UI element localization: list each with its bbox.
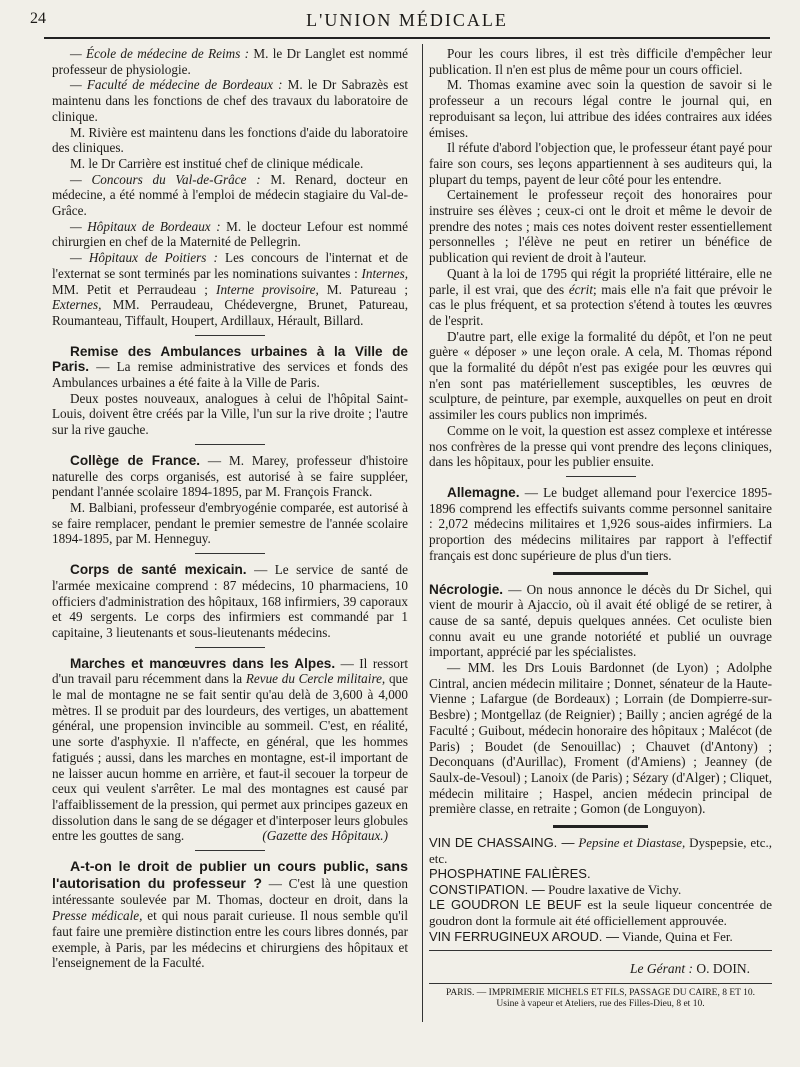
page-header: [30, 10, 770, 32]
ad-aroud: VIN FERRUGINEUX AROUD. — Viande, Quina et Fer.: [429, 928, 733, 944]
section-separator: [195, 553, 265, 554]
journal-title: L'UNION MÉDICALE: [306, 10, 508, 30]
section-separator: [195, 850, 265, 851]
news-hopitaux-bordeaux: — Hôpitaux de Bordeaux : M. le docteur Lefour est nommé chirurgien en chef de la Maternité de Pellegrin.: [52, 218, 408, 250]
news-reims: — École de médecine de Reims : M. le Dr Langlet est nommé professeur de physiologie.: [52, 46, 408, 77]
section-separator-bold: [553, 825, 648, 828]
article-honoraires: Certainement le professeur reçoit des honoraires pour instruire ses élèves ; ceux-ci ont le droit et même le devoir de prendre des notes ; mais ces notes doivent rester essentiellement personnelles ; l'élève ne peut en retirer un bénéfice de publication qui revient de droit à l'auteur.: [429, 187, 772, 266]
left-column: [52, 46, 408, 971]
news-necrologie: Nécrologie. — On nous annonce le décès du Dr Sichel, qui vient de mourir à Ajaccio, où il avait été obligé de se retirer, à cause de sa santé, depuis quelques années. Cet oculiste bien connu avait eu une grande notoriété et publié un ouvrage important, apprécié par les spécialistes.: [429, 581, 772, 660]
printer-imprint: PARIS. — IMPRIMERIE MICHELS ET FILS, PASSAGE DU CAIRE, 8 ET 10. Usine à vapeur et Ateliers, rue des Filles-Dieu, 8 et 10.: [445, 987, 756, 1010]
header-rule: [44, 37, 770, 39]
article-depot: D'autre part, elle exige la formalité du dépôt, et l'on ne peut guère « déposer » une leçon orale. A cela, M. Thomas répond que la formalité du dépôt n'est pas exigée pour les œuvres qui n'en sont pas matériellement susceptibles, les œuvres de sculpture, de peinture, par exemple, auxquelles on peut en droit assimiler les cours publics non imprimés.: [429, 328, 772, 423]
page-number: 24: [30, 10, 46, 27]
column-divider: [422, 44, 423, 1022]
section-separator: [195, 647, 265, 648]
ad-chassaing: VIN DE CHASSAING. — Pepsine et Diastase, Dyspepsie, etc., etc.: [429, 835, 773, 866]
ad-goudron: LE GOUDRON LE BEUF est la seule liqueur concentrée de goudron dont la formule ait été officiellement approuvée.: [429, 897, 772, 929]
news-val-de-grace: — Concours du Val-de-Grâce : M. Renard, docteur en médecine, a été nommé à l'emploi de médecin stagiaire du Val-de-Grâce.: [52, 171, 408, 219]
news-bordeaux: — Faculté de médecine de Bordeaux : M. le Dr Sabrazès est maintenu dans les fonctions de chef des travaux du laboratoire de clinique.: [52, 77, 409, 124]
section-separator-bold: [553, 572, 648, 575]
section-separator: [195, 444, 265, 445]
news-mexicain: Corps de santé mexicain. — Le service de santé de l'armée mexicaine comprend : 87 médecins, 10 pharmaciens, 10 officiers d'administration des hôpitaux, 168 infirmiers, 39 caporaux et 49 sergents. Le corps des infirmiers est commandé par 1 capitaine, 3 lieutenants et sous-lieutenants médecins.: [52, 562, 408, 640]
gerant-rule: [429, 950, 772, 951]
gerant-line: Le Gérant : O. DOIN.: [630, 961, 750, 977]
article-complexe: Comme on le voit, la question est assez complexe et intéresse nos confrères de la presse qui vont prendre des leçons cliniques, dans les hôpitaux, pour les publier ensuite.: [429, 422, 772, 470]
news-necrologie-list: — MM. les Drs Louis Bardonnet (de Lyon) ; Adolphe Cintral, ancien médecin militaire ; Donnet, sénateur de la Haute-Vienne ; Lafargue (de Bordeaux) ; Lorrain (de Dompierre-sur-Besbre) ; Montgellaz (de Reignier) ; Bailly ; ancien agrégé de la Faculté ; Guibout, médecin honoraire des hôpitaux ; Malécot (de Paris) ; Boudet (de Senouillac) ; Chauvet (d'Antony) ; Deconquans (d'Aurillac), Froment (d'Amiens) ; Jeanney (de Saulx-de-Vesoul) ; Lanoix (de Paris) ; Sézary (d'Alger) ; Cliquet, médecin militaire ; Haspel, ancien médecin principal de première classe, en retraite ; Gomon (de Longuyon).: [429, 660, 772, 817]
news-carriere: M. le Dr Carrière est institué chef de clinique médicale.: [70, 155, 364, 171]
news-ambulances-p2: Deux postes nouveaux, analogues à celui de l'hôpital Saint-Louis, doivent être créés par la Ville, l'un sur la rive droite ; l'autre sur la rive gauche.: [52, 390, 408, 438]
advertisements: [429, 835, 772, 944]
right-column: [429, 46, 772, 1011]
news-poitiers: — Hôpitaux de Poitiers : Les concours de l'internat et de l'externat se sont terminés par les nominations suivantes : Internes, MM. Petit et Perraudeau ; Interne provisoire, M. Patureau ; Externes, MM. Perraudeau, Chédevergne, Brunet, Patureau, Roumanteau, Tiffault, Houpert, Ardillaux, Hérault, Billard.: [52, 250, 408, 328]
news-droit-cours: A-t-on le droit de publier un cours public, sans l'autorisation du professeur ? — C'est là une question intéressante soulevée par M. Thomas, docteur en droit, dans la Presse médicale, et qui nous parait curieuse. Il nous semble qu'il faut faire une première distinction entre les cours libres donnés, par exemple, à Paris, par les médecins et chirurgiens des hôpitaux et l'enseignement de la Faculté.: [52, 859, 408, 971]
news-college-p2: M. Balbiani, professeur d'embryogénie comparée, est autorisé à se faire remplacer, pendant le premier semestre de l'année scolaire 1894-1895, par M. Henneguy.: [52, 499, 408, 547]
article-objection: Il réfute d'abord l'objection que, le professeur étant payé pour faire son cours, ses leçons appartiennent à ses auditeurs qui, la plupart du temps, payent de leur côté pour les entendre.: [429, 140, 772, 187]
news-college-de-france: Collège de France. — M. Marey, professeur d'histoire naturelle des corps organisés, est autorisé à se faire suppléer, pendant l'année scolaire 1894-1895, par M. François Franck.: [52, 452, 408, 500]
news-allemagne: Allemagne. — Le budget allemand pour l'exercice 1895-1896 comprend les effectifs suivants comme personnel sanitaire : 2,072 médecins militaires et 1,926 sous-aides infirmiers. La proportion des médecins militaires par rapport à l'effectif français est donc supérieure de plus d'un tiers.: [429, 484, 772, 563]
ad-constipation: CONSTIPATION. — Poudre laxative de Vichy.: [429, 881, 682, 897]
news-riviere: M. Rivière est maintenu dans les fonctions d'aide du laboratoire des cliniques.: [52, 124, 408, 156]
article-thomas: M. Thomas examine avec soin la question de savoir si le professeur a un recours légal contre le journal qui, en reproduisant sa leçon, lui attribue des idées contraires aux idées émises.: [429, 77, 772, 140]
section-separator: [195, 335, 265, 336]
section-separator: [566, 476, 636, 477]
news-alpes: Marches et manœuvres dans les Alpes. — Il ressort d'un travail paru récemment dans la Revue du Cercle militaire, que le mal de montagne ne se fait sentir qu'au delà de 3,600 à 4,000 mètres. Il se produit par des lourdeurs, des vertiges, un abattement général, une propension invincible au sommeil. C'est, en réalité, une sorte d'asphyxie. Il n'affecte, en général, que les hommes fatigués ; aussi, dans les marches en montagne, est-il important de ne laisser aucun homme en arrière, et faut-il secouer la torpeur de ceux qui veulent s'arrêter. Le mal des montagnes est causé par l'affaiblissement de la pression, qui permet aux principes gazeux en dissolution dans le sang de se dégager et d'interposer leurs globules entre les gouttes de sang. (Gazette des Hôpitaux.): [52, 655, 408, 844]
article-loi-1795: Quant à la loi de 1795 qui régit la propriété littéraire, elle ne parle, il est vrai, que des écrit; mais elle n'a fait que prévoir le cas le plus fréquent, et sa protection s'étend à toutes les œuvres de l'esprit.: [429, 265, 772, 328]
imprint-rule: [429, 983, 772, 984]
article-cours-libres: Pour les cours libres, il est très difficile d'empêcher leur publication. Il n'en est plus de même pour un cours officiel.: [429, 46, 772, 77]
ad-phosphatine: PHOSPHATINE FALIÈRES.: [429, 866, 591, 882]
news-ambulances: Remise des Ambulances urbaines à la Ville de Paris. — La remise administrative des services et fonds des Ambulances urbaines a été faite à la Ville de Paris.: [52, 343, 408, 391]
